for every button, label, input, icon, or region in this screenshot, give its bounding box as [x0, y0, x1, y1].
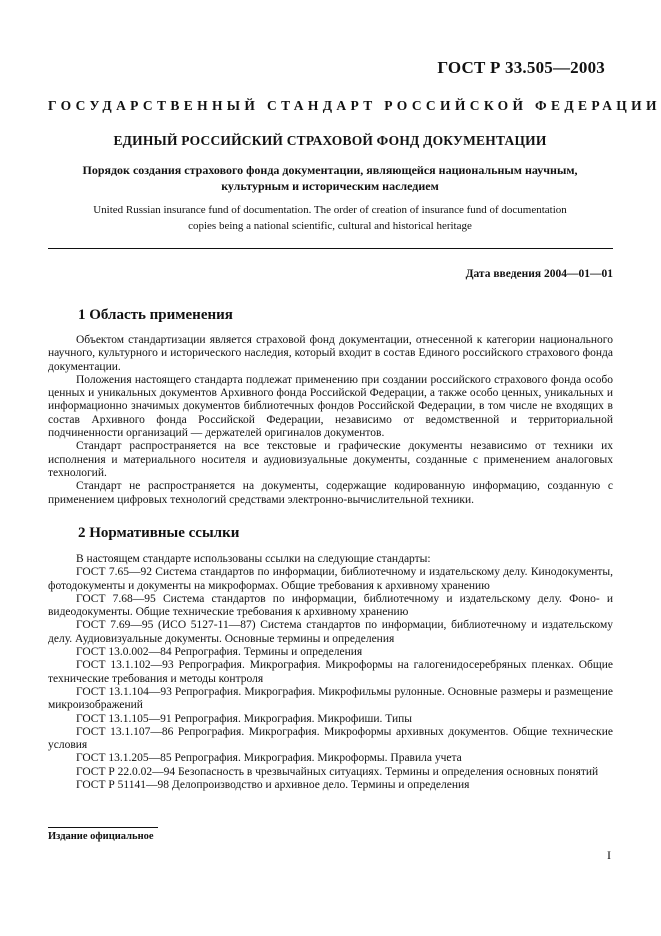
- section-body-references: [48, 553, 613, 792]
- document-subtitle: Порядок создания страхового фонда документации, являющейся национальным научным, культурным и историческим наследием: [82, 163, 578, 193]
- reference-item: ГОСТ 13.1.104—93 Репрография. Микрография. Микрофильмы рулонные. Основные размеры и размещение микроизображений: [48, 685, 613, 712]
- document-code: ГОСТ Р 33.505—2003: [437, 58, 605, 77]
- page-number: I: [607, 848, 611, 862]
- state-standard-banner: ГОСУДАРСТВЕННЫЙ СТАНДАРТ РОССИЙСКОЙ ФЕДЕРАЦИИ: [48, 98, 661, 113]
- reference-item: ГОСТ 7.65—92 Система стандартов по информации, библиотечному и издательскому делу. Кинодокументы, фотодокументы и документы на микроформах. Общие требования к архивному хранению: [48, 566, 613, 592]
- paragraph: Положения настоящего стандарта подлежат применению при создании российского страхового фонда особо ценных и уникальных документов Архивного фонда Российской Федерации, а также особо ценных, уникальных и информационно значимых документов библиотечных фондов Российской Федерации, в том числе не входящих в состав Архивного фонда Российской Федерации, независимо от ведомственной и территориальной подчиненности организаций — держателей оригиналов документов.: [48, 373, 613, 440]
- section-heading-scope: 1 Область применения: [78, 307, 233, 323]
- reference-item: ГОСТ Р 51141—98 Делопроизводство и архивное дело. Термины и определения: [76, 779, 470, 792]
- reference-item: ГОСТ 13.1.105—91 Репрография. Микрография. Микрофиши. Типы: [76, 712, 413, 725]
- footer-divider: [48, 827, 158, 828]
- document-title: ЕДИНЫЙ РОССИЙСКИЙ СТРАХОВОЙ ФОНД ДОКУМЕНТАЦИИ: [113, 133, 547, 148]
- official-edition-label: Издание официальное: [48, 831, 154, 842]
- document-subtitle-english: United Russian insurance fund of documentation. The order of creation of insurance fund of documentation copies being a national scientific, cultural and historical heritage: [93, 204, 567, 232]
- introduction-date: Дата введения 2004—01—01: [465, 268, 613, 280]
- reference-item: ГОСТ 13.1.107—86 Репрография. Микрография. Микроформы архивных документов. Общие технические условия: [48, 725, 613, 752]
- reference-item: ГОСТ 7.68—95 Система стандартов по информации, библиотечному и издательскому делу. Фоно- и видеодокументы. Общие технические требования к архивному хранению: [48, 592, 613, 619]
- reference-item: ГОСТ Р 22.0.02—94 Безопасность в чрезвычайных ситуациях. Термины и определения основных понятий: [76, 765, 599, 778]
- reference-item: ГОСТ 13.1.102—93 Репрография. Микрография. Микроформы на галогенидосеребряных пленках. Общие технические требования и методы контроля: [48, 659, 613, 685]
- paragraph: В настоящем стандарте использованы ссылки на следующие стандарты:: [76, 553, 431, 565]
- section-heading-references: 2 Нормативные ссылки: [78, 525, 240, 541]
- paragraph: Объектом стандартизации является страховой фонд документации, отнесенной к категории национального научного, культурного и исторического наследия, который входит в состав Единого российского страхового фонда документации.: [48, 334, 613, 373]
- reference-item: ГОСТ 7.69—95 (ИСО 5127-11—87) Система стандартов по информации, библиотечному и издательскому делу. Аудиовизуальные документы. Основные термины и определения: [48, 619, 613, 645]
- paragraph: Стандарт распространяется на все текстовые и графические документы независимо от техники их исполнения и материального носителя и аудиовизуальные документы, созданные с применением аналоговых технологий.: [48, 440, 613, 479]
- header-divider: [48, 248, 613, 249]
- reference-item: ГОСТ 13.1.205—85 Репрография. Микрография. Микроформы. Правила учета: [76, 752, 462, 765]
- section-body-scope: [48, 334, 613, 507]
- paragraph: Стандарт не распространяется на документы, содержащие кодированную информацию, созданную с применением цифровых технологий средствами электронно-вычислительной техники.: [48, 480, 613, 506]
- reference-item: ГОСТ 13.0.002—84 Репрография. Термины и определения: [76, 646, 363, 659]
